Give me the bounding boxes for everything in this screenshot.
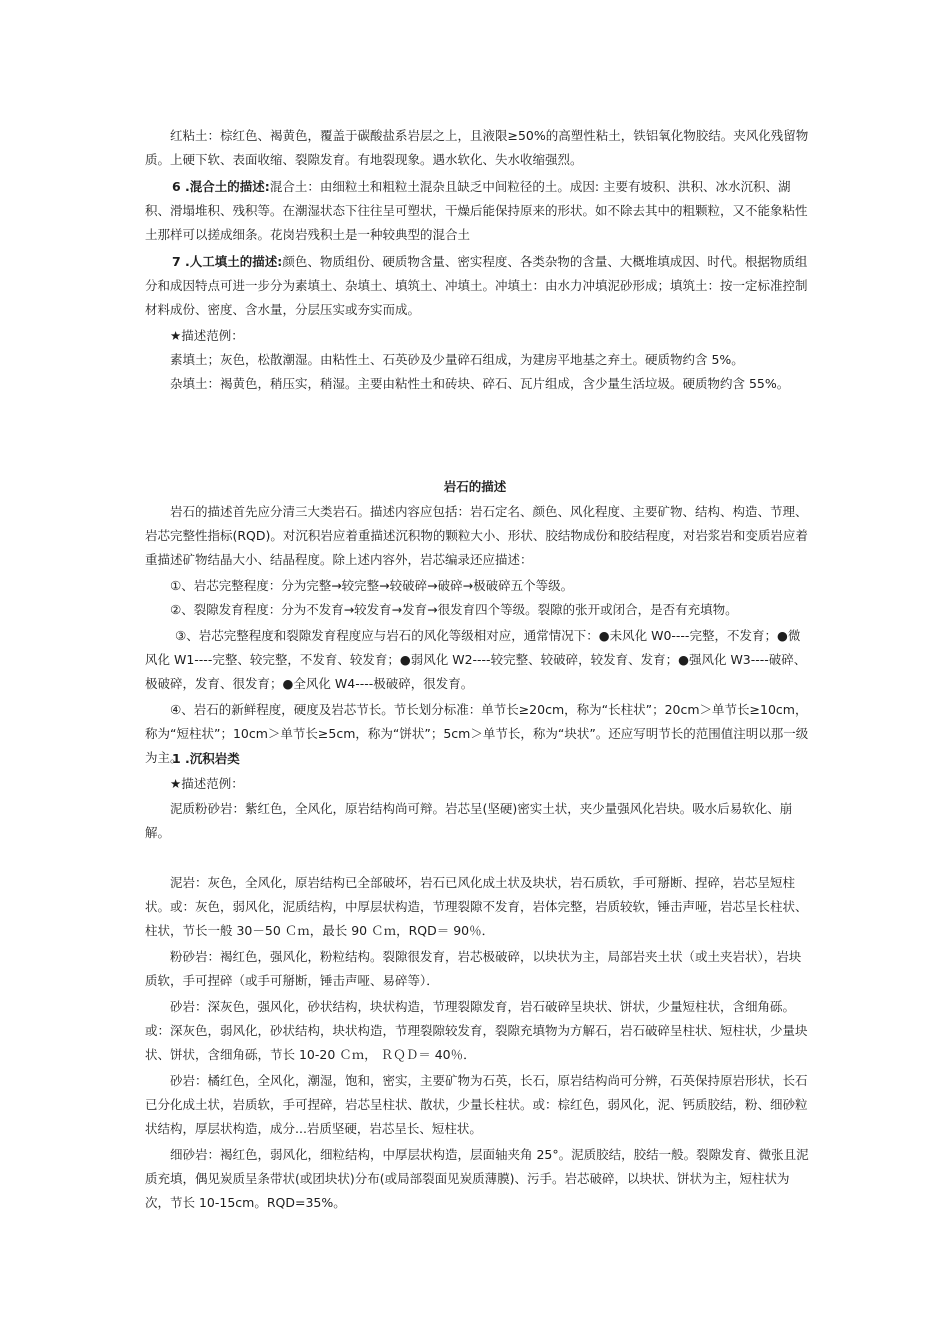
rock-item-4: ④、岩石的新鲜程度，硬度及岩芯节长。节长划分标准：单节长≥20cm，称为“长柱状”；20cm＞单节长≥10cm，称为“短柱状”；10cm＞单节长≥5cm，称为“饼状”；5cm＞单节长，称为“块状”。还应写明节长的范围值注明以那一级为主。 bbox=[145, 702, 809, 765]
rock-intro-paragraph: 岩石的描述首先应分清三大类岩石。描述内容应包括：岩石定名、颜色、风化程度、主要矿物、结构、构造、节理、岩芯完整性指标(RQD)。对沉积岩应着重描述沉积物的颗粒大小、形状、胶结物成份和胶结程度，对岩浆岩和变质岩应着重描述矿物结晶大小、结晶程度。除上述内容外，岩芯编录还应描述： bbox=[145, 504, 808, 567]
sandstone-example-1: 砂岩：深灰色，强风化，砂状结构，块状构造，节理裂隙发育，岩石破碎呈块状、饼状，少量短柱状，含细角砾。或：深灰色，弱风化，砂状结构，块状构造，节理裂隙较发育，裂隙充填物为方解石，岩石破碎呈柱状、短柱状，少量块状、饼状，含细角砾，节长 10-20 Ｃｍ， ＲＱＤ＝ 40％． bbox=[145, 999, 808, 1062]
misc-fill-example: 杂填土：褐黄色，稍压实，稍湿。主要由粘性土和砖块、碎石、瓦片组成，含少量生活垃圾。硬质物约含 55%。 bbox=[170, 376, 790, 391]
rock-example-label: ★描述范例： bbox=[170, 776, 244, 791]
rock-item-2: ②、裂隙发育程度：分为不发育→较发育→发育→很发育四个等级。裂隙的张开或闭合，是否有充填物。 bbox=[170, 602, 738, 617]
siltstone-example: 粉砂岩：褐红色，强风化，粉粒结构。裂隙很发育，岩芯极破碎，以块状为主，局部岩夹土状（或土夹岩状），岩块质软，手可捏碎（或手可掰断，锤击声哑、易碎等）． bbox=[145, 949, 802, 988]
rock-item-3: ③、岩芯完整程度和裂隙发育程度应与岩石的风化等级相对应，通常情况下：●未风化 W0----完整，不发育；●微风化 W1----完整、较完整，不发育、较发育；●弱风化 W2----较完整、较破碎，较发育、发育；●强风化 W3----破碎、极破碎，发育、很发育；●全风化 W4----极破碎，很发育。 bbox=[145, 628, 807, 691]
sandstone-example-2: 砂岩：橘红色，全风化，潮湿，饱和，密实，主要矿物为石英，长石，原岩结构尚可分辨，石英保持原岩形状，长石已分化成土状，岩质软，手可捏碎，岩芯呈柱状、散状，少量长柱状。或：棕红色，弱风化，泥、钙质胶结，粉、细砂粒状结构，厚层状构造，成分...岩质坚硬，岩芯呈长、短柱状。 bbox=[145, 1073, 808, 1136]
sedimentary-rock-heading: 1 .沉积岩类 bbox=[172, 751, 240, 766]
example-label: ★描述范例： bbox=[170, 328, 244, 343]
mixed-soil-text: 混合土：由细粒土和粗粒土混杂且缺乏中间粒径的土。成因: 主要有坡积、洪积、冰水沉积、湖积、滑塌堆积、残积等。在潮湿状态下往往呈可塑状，干燥后能保持原来的形状。如不除去其中的粗颗粒，又不能象粘性土那样可以搓成细条。花岗岩残积土是一种较典型的混合土 bbox=[145, 179, 808, 242]
red-clay-paragraph: 红粘土：棕红色、褐黄色，覆盖于碳酸盐系岩层之上，且液限≥50%的高塑性粘土，铁铝氧化物胶结。夹风化残留物质。上硬下软、表面收缩、裂隙发育。有地裂现象。遇水软化、失水收缩强烈。 bbox=[145, 128, 809, 167]
mixed-soil-paragraph bbox=[145, 175, 810, 247]
mixed-soil-heading: 6 .混合土的描述: bbox=[172, 179, 270, 194]
rock-section-title: 岩石的描述 bbox=[443, 479, 507, 494]
artificial-fill-paragraph bbox=[145, 250, 810, 322]
plain-fill-example: 素填土；灰色，松散潮湿。由粘性土、石英砂及少量碎石组成，为建房平地基之弃土。硬质物约含 5%。 bbox=[170, 352, 744, 367]
rock-item-1: ①、岩芯完整程度：分为完整→较完整→较破碎→破碎→极破碎五个等级。 bbox=[170, 578, 574, 593]
fine-sandstone-example: 细砂岩：褐红色，弱风化，细粒结构，中厚层状构造，层面轴夹角 25°。泥质胶结，胶结一般。裂隙发育、微张且泥质充填，偶见炭质呈条带状(或团块状)分布(或局部裂面见炭质薄膜)、污手。岩芯破碎，以块状、饼状为主，短柱状为次，节长 10-15cm。RQD=35%。 bbox=[145, 1147, 809, 1210]
muddy-siltstone-example: 泥质粉砂岩：紫红色，全风化，原岩结构尚可辩。岩芯呈(坚硬)密实土状，夹少量强风化岩块。吸水后易软化、崩解。 bbox=[145, 801, 793, 840]
artificial-fill-heading: 7 .人工填土的描述: bbox=[172, 254, 283, 269]
artificial-fill-text: 颜色、物质组份、硬质物含量、密实程度、各类杂物的含量、大概堆填成因、时代。根据物质组分和成因特点可进一步分为素填土、杂填土、填筑土、冲填土。冲填土：由水力冲填泥砂形成；填筑土：按一定标准控制材料成份、密度、含水量，分层压实或夯实而成。 bbox=[145, 254, 808, 317]
mudstone-example: 泥岩：灰色，全风化，原岩结构已全部破坏，岩石已风化成土状及块状，岩石质软，手可掰断、捏碎，岩芯呈短柱状。或：灰色，弱风化，泥质结构，中厚层状构造，节理裂隙不发育，岩体完整，岩质较软，锤击声哑，岩芯呈长柱状、柱状，节长一般 30－50 Ｃｍ，最长 90 Ｃｍ，RQD＝ 90％． bbox=[145, 875, 808, 938]
